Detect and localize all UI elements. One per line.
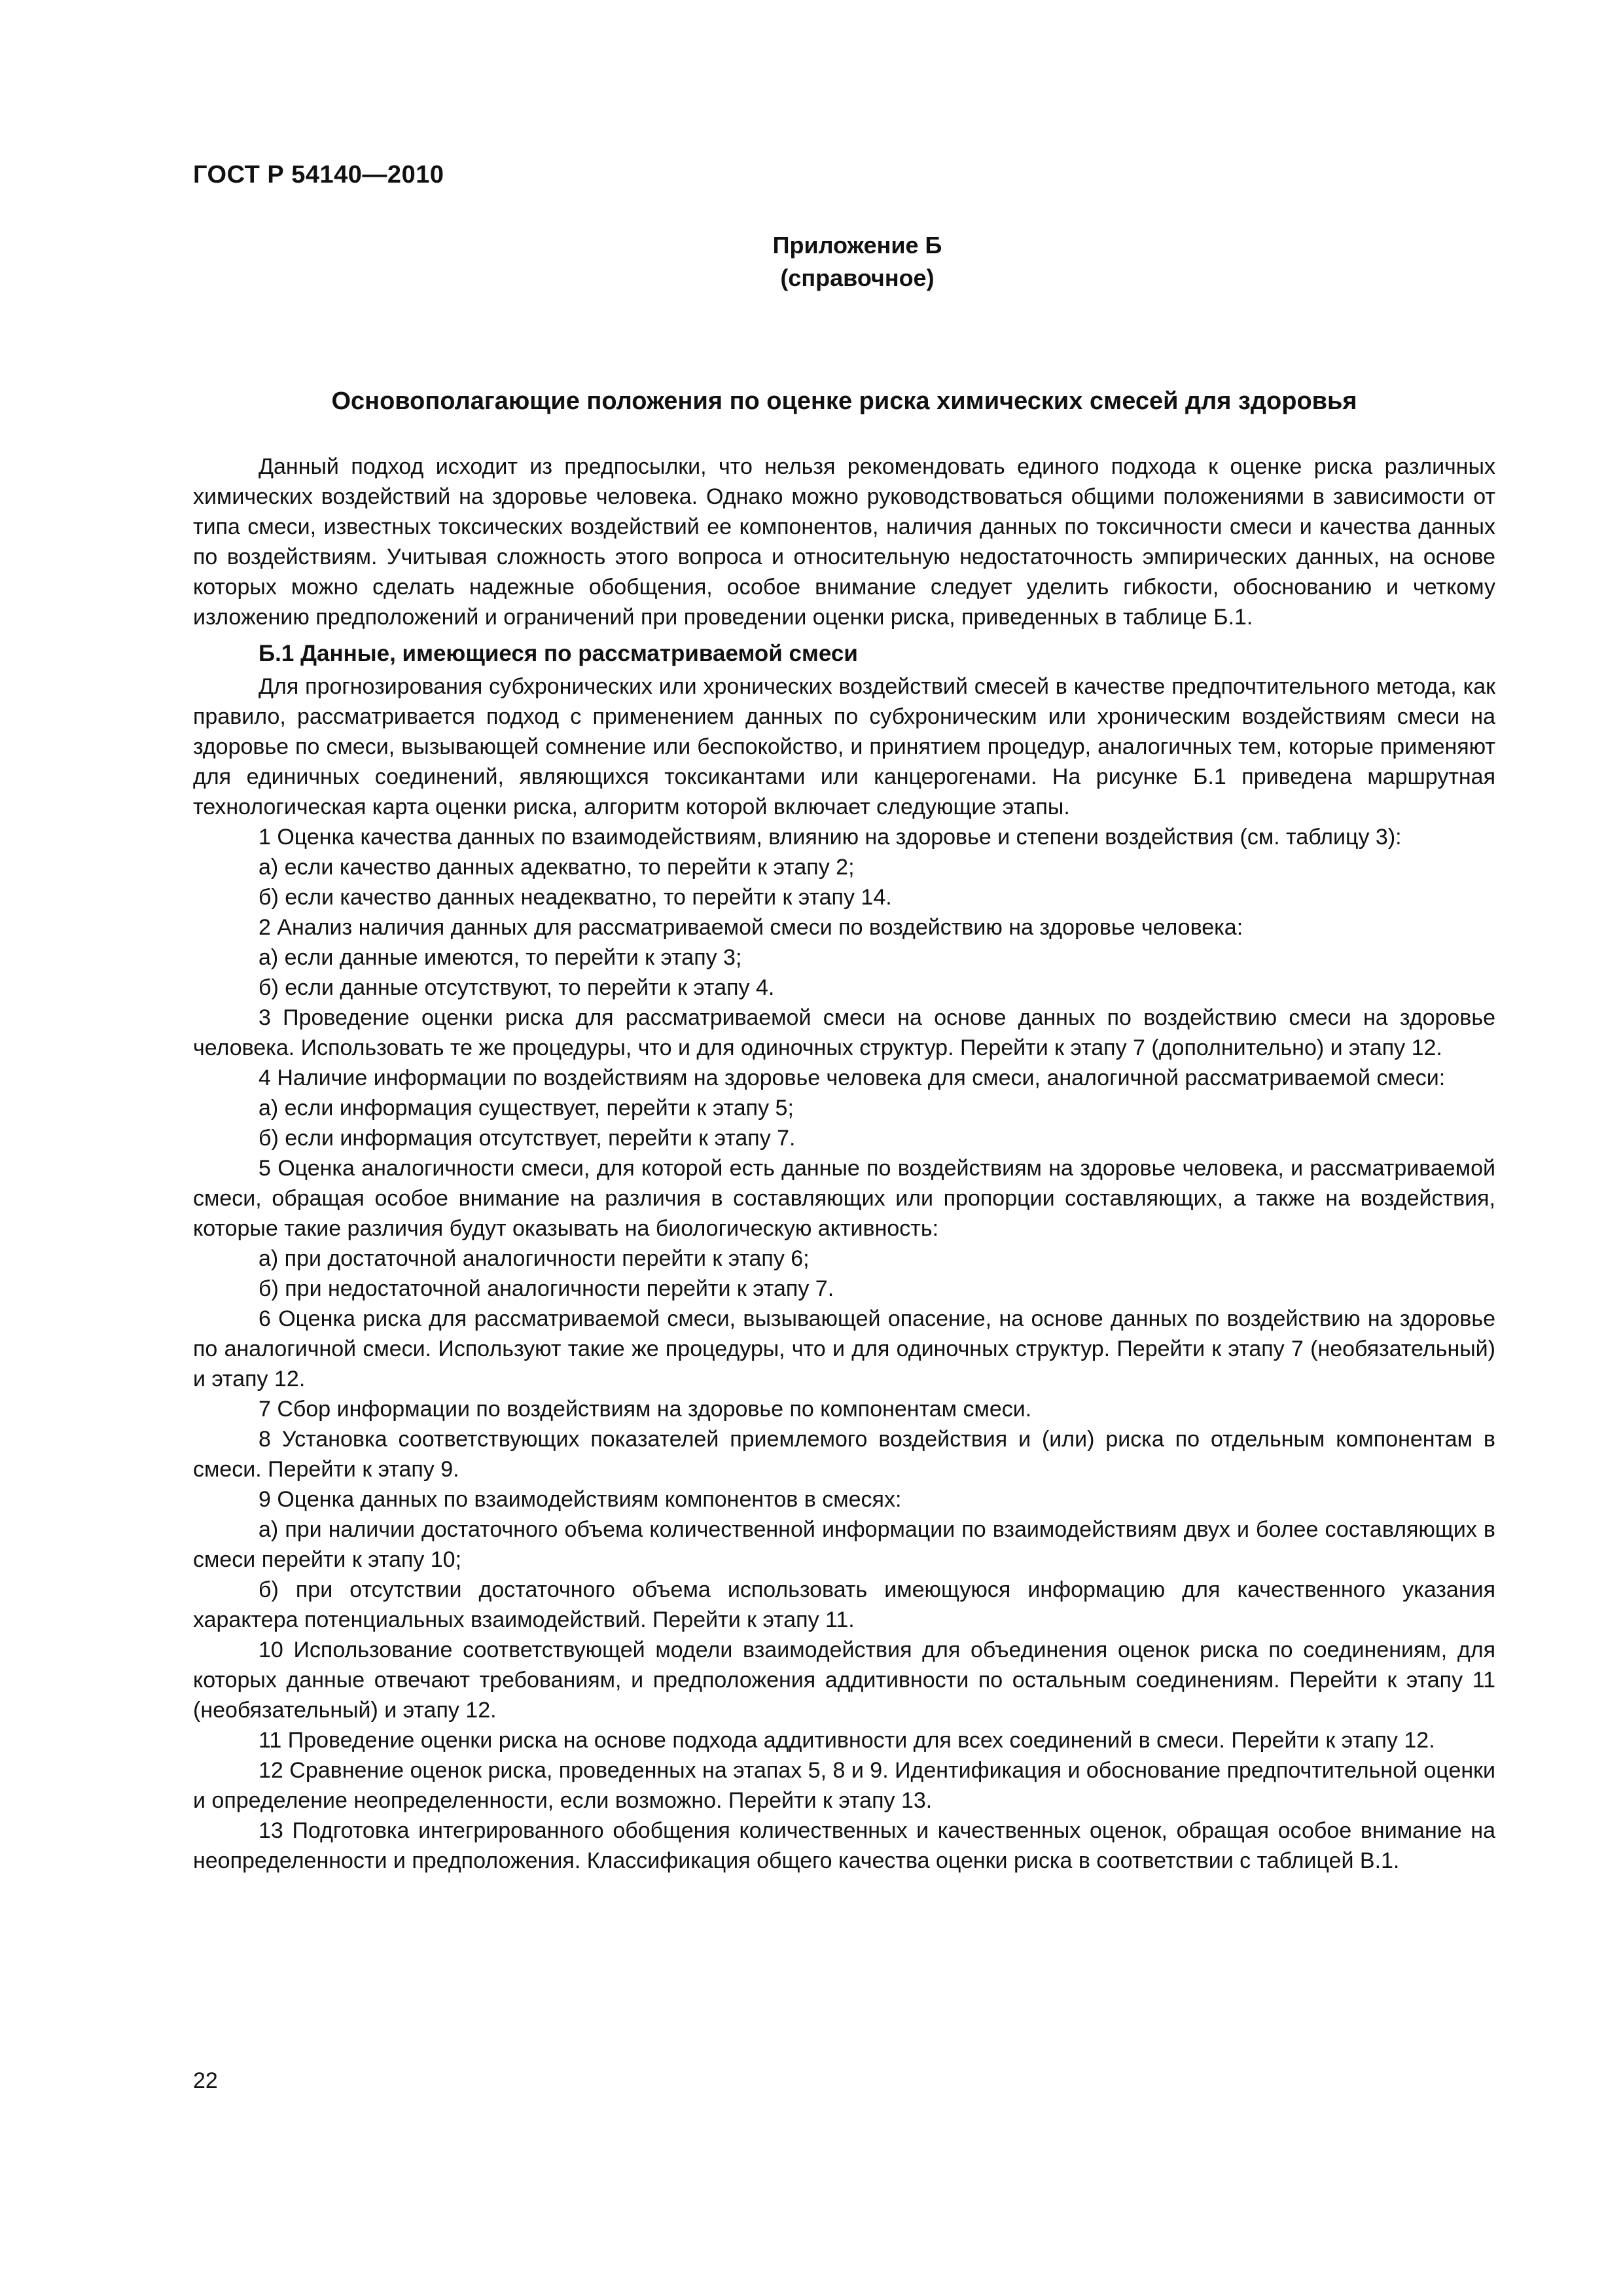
- step-item: 3 Проведение оценки риска для рассматриваемой смеси на основе данных по воздействию смеси на здоровье человека. Использовать те же процедуры, что и для одиночных структур. Перейти к этапу 7 (дополнительно) и этапу 12.: [193, 1005, 1495, 1060]
- intro-paragraph: Данный подход исходит из предпосылки, что нельзя рекомендовать единого подхода к оценке риска различных химических воздействий на здоровье человека. Однако можно руководствоваться общими положениями в зависимости от типа смеси, известных токсических воздействий ее компонентов, наличия данных по токсичности смеси и качества данных по воздействиям. Учитывая сложность этого вопроса и относительную недостаточность эмпирических данных, на основе которых можно сделать надежные обобщения, особое внимание следует уделить гибкости, обоснованию и четкому изложению предположений и ограничений при проведении оценки риска, приведенных в таблице Б.1.: [193, 454, 1495, 630]
- step-item: 7 Сбор информации по воздействиям на здоровье по компонентам смеси.: [259, 1397, 1032, 1422]
- step-item: 5 Оценка аналогичности смеси, для которой есть данные по воздействиям на здоровье человека, и рассматриваемой смеси, обращая особое внимание на различия в составляющих или пропорции составляющих, а также на воздействия, которые такие различия будут оказывать на биологическую активность:: [193, 1156, 1495, 1241]
- document-body: [193, 452, 1495, 1876]
- step-subitem: а) при достаточной аналогичности перейти к этапу 6;: [259, 1246, 810, 1271]
- step-item: 6 Оценка риска для рассматриваемой смеси, вызывающей опасение, на основе данных по воздействию на здоровье по аналогичной смеси. Используют такие же процедуры, что и для одиночных структур. Перейти к этапу 7 (необязательный) и этапу 12.: [193, 1306, 1495, 1391]
- step-item: 4 Наличие информации по воздействиям на здоровье человека для смеси, аналогичной рассматриваемой смеси:: [259, 1066, 1446, 1090]
- section-paragraph: Для прогнозирования субхронических или хронических воздействий смесей в качестве предпочтительного метода, как правило, рассматривается подход с применением данных по субхроническим или хроническим воздействиям смеси на здоровье по смеси, вызывающей сомнение или беспокойство, и принятием процедур, аналогичных тем, которые применяют для единичных соединений, являющихся токсикантами или канцерогенами. На рисунке Б.1 приведена маршрутная технологическая карта оценки риска, алгоритм которой включает следующие этапы.: [193, 674, 1495, 819]
- steps-list: [193, 822, 1495, 1876]
- step-item: 11 Проведение оценки риска на основе подхода аддитивности для всех соединений в смеси. Перейти к этапу 12.: [259, 1728, 1435, 1753]
- step-item: 9 Оценка данных по взаимодействиям компонентов в смесях:: [259, 1487, 902, 1512]
- step-item: 2 Анализ наличия данных для рассматриваемой смеси по воздействию на здоровье человека:: [259, 915, 1243, 940]
- step-subitem: б) если качество данных неадекватно, то перейти к этапу 14.: [259, 885, 892, 910]
- step-subitem: а) если информация существует, перейти к этапу 5;: [259, 1096, 794, 1121]
- step-subitem: б) при недостаточной аналогичности перейти к этапу 7.: [259, 1276, 834, 1301]
- step-subitem: б) при отсутствии достаточного объема использовать имеющуюся информацию для качественного указания характера потенциальных взаимодействий. Перейти к этапу 11.: [193, 1577, 1495, 1632]
- step-subitem: а) если данные имеются, то перейти к этапу 3;: [259, 945, 742, 970]
- step-subitem: а) при наличии достаточного объема количественной информации по взаимодействиям двух и более составляющих в смеси перейти к этапу 10;: [193, 1517, 1495, 1572]
- appendix-kind: (справочное): [780, 264, 935, 291]
- step-item: 12 Сравнение оценок риска, проведенных на этапах 5, 8 и 9. Идентификация и обоснование предпочтительной оценки и определение неопределенности, если возможно. Перейти к этапу 13.: [193, 1758, 1495, 1813]
- document-id-header: ГОСТ Р 54140—2010: [193, 161, 444, 188]
- step-item: 10 Использование соответствующей модели взаимодействия для объединения оценок риска по соединениям, для которых данные отвечают требованиям, и предположения аддитивности по остальным соединениям. Перейти к этапу 11 (необязательный) и этапу 12.: [193, 1638, 1495, 1723]
- section-heading: Б.1 Данные, имеющиеся по рассматриваемой смеси: [259, 641, 858, 666]
- step-item: 13 Подготовка интегрированного обобщения количественных и качественных оценок, обращая особое внимание на неопределенности и предположения. Классификация общего качества оценки риска в соответствии с таблицей В.1.: [193, 1818, 1495, 1873]
- step-subitem: а) если качество данных адекватно, то перейти к этапу 2;: [259, 855, 855, 880]
- appendix-title: Приложение Б: [772, 232, 942, 259]
- main-title: Основополагающие положения по оценке риска химических смесей для здоровья: [331, 387, 1357, 415]
- appendix-heading: [681, 229, 1034, 295]
- page-number: 22: [193, 2068, 218, 2093]
- step-subitem: б) если данные отсутствуют, то перейти к этапу 4.: [259, 975, 775, 1000]
- step-item: 8 Установка соответствующих показателей приемлемого воздействия и (или) риска по отдельным компонентам в смеси. Перейти к этапу 9.: [193, 1427, 1495, 1482]
- step-item: 1 Оценка качества данных по взаимодействиям, влиянию на здоровье и степени воздействия (см. таблицу 3):: [259, 825, 1402, 850]
- step-subitem: б) если информация отсутствует, перейти к этапу 7.: [259, 1126, 796, 1151]
